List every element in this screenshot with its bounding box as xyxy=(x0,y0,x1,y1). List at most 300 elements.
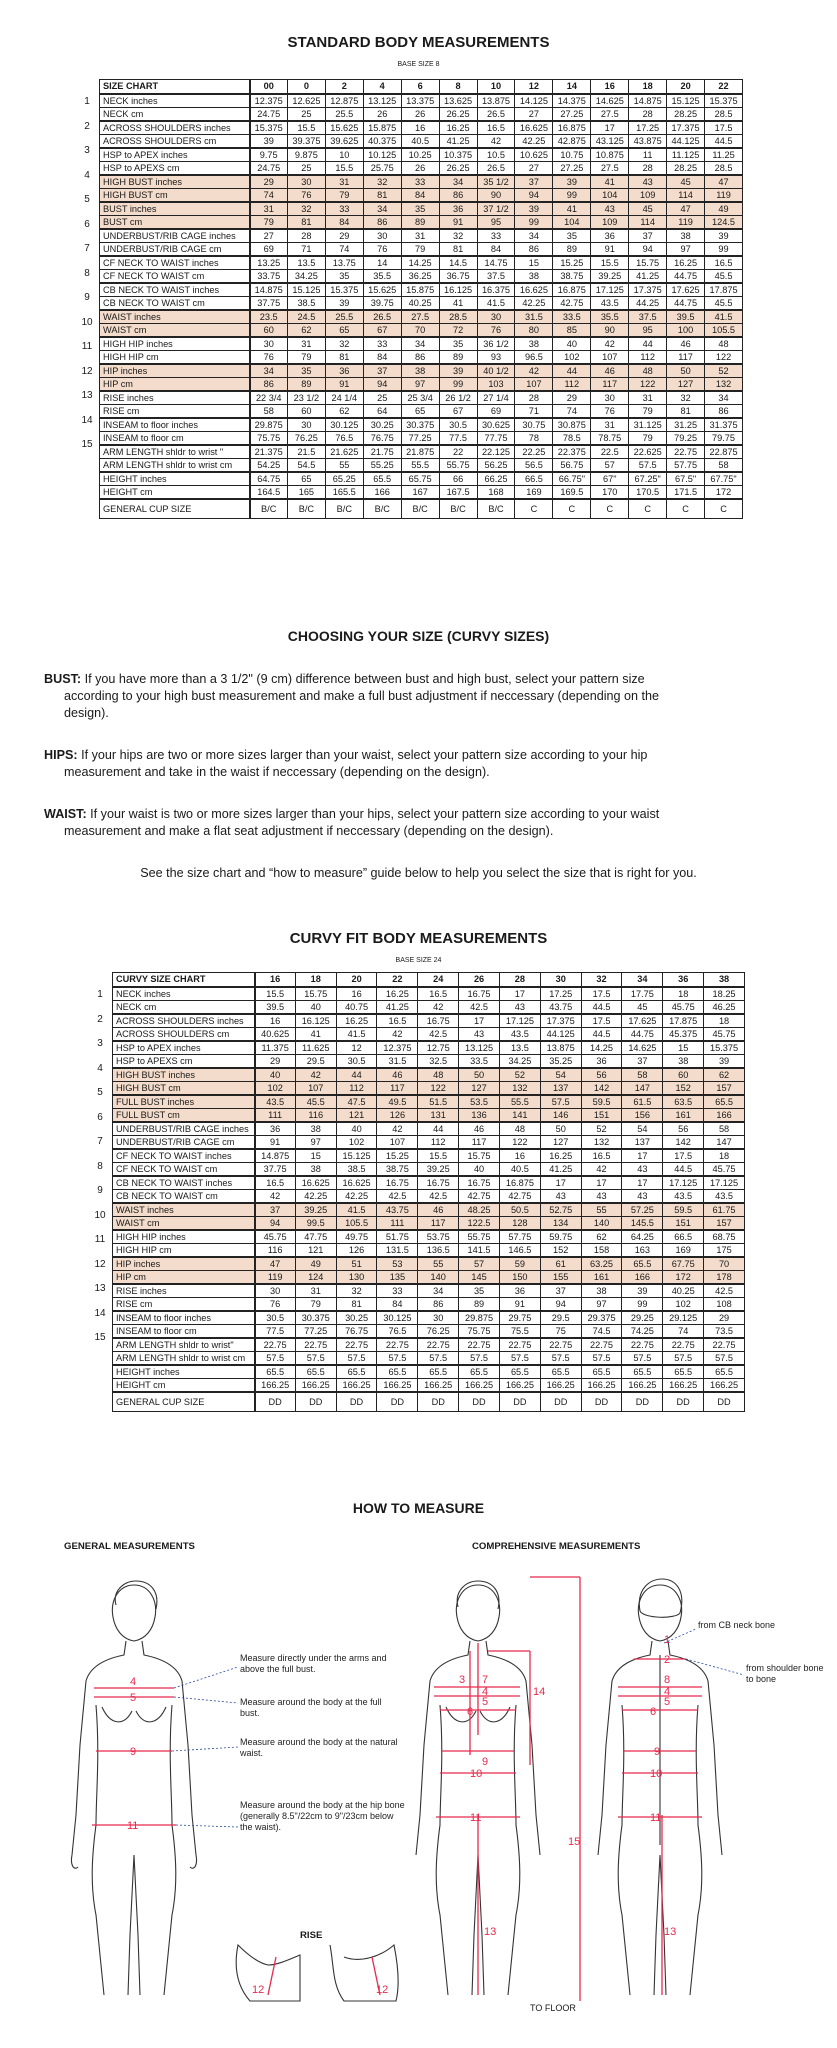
table-cell: 89 xyxy=(401,215,439,229)
table-cell: 104 xyxy=(591,188,629,202)
table-cell: 43 xyxy=(622,1189,663,1203)
table-cell: 31 xyxy=(591,418,629,432)
table-cell: 97 xyxy=(581,1297,622,1311)
table-cell: 30.625 xyxy=(477,418,515,432)
table-cell: 54.25 xyxy=(250,458,288,472)
table-cell: 15.625 xyxy=(325,121,363,135)
table-cell: 94 xyxy=(515,188,553,202)
cup-size-cell: DD xyxy=(663,1392,704,1412)
note-measure-11: Measure around the body at the hip bone (generally 8.5"/22cm to 9"/23cm below the waist). xyxy=(240,1800,405,1832)
table-cell: 70 xyxy=(401,323,439,337)
table-cell: 45.5 xyxy=(295,1095,336,1109)
table-row xyxy=(100,269,743,283)
table-cell: 15.125 xyxy=(336,1149,377,1163)
table-cell: 117 xyxy=(667,350,705,364)
measurement-label: HIGH BUST cm xyxy=(100,188,250,202)
table-cell: 54 xyxy=(540,1068,581,1082)
table-cell: 18 xyxy=(704,1149,745,1163)
table-cell: 166.25 xyxy=(336,1378,377,1392)
table-cell: 31 xyxy=(250,202,288,216)
table-cell: 57.5 xyxy=(629,458,667,472)
table-cell: 56.75 xyxy=(553,458,591,472)
table-cell: 48 xyxy=(418,1068,459,1082)
cup-size-cell: DD xyxy=(295,1392,336,1412)
table-cell: 11.375 xyxy=(255,1041,296,1055)
table-cell: 93 xyxy=(477,350,515,364)
table-cell: 57.75 xyxy=(499,1230,540,1244)
table-cell: 12.75 xyxy=(418,1041,459,1055)
table-cell: 66.25 xyxy=(477,472,515,486)
size-header: 22 xyxy=(377,973,418,987)
table-cell: 147 xyxy=(704,1135,745,1149)
table-cell: 17.375 xyxy=(629,283,667,297)
table-cell: 65 xyxy=(287,472,325,486)
table-cell: 40 xyxy=(459,1162,500,1176)
table-cell: 169.5 xyxy=(553,485,591,499)
table-row xyxy=(113,1351,745,1365)
measurement-label: HSP to APEX inches xyxy=(113,1041,255,1055)
table-cell: 76.25 xyxy=(287,431,325,445)
table-cell: 12.375 xyxy=(377,1041,418,1055)
back-num-4: 4 xyxy=(664,1686,671,1698)
how-to-measure-title: HOW TO MEASURE xyxy=(352,1500,485,1516)
table-cell: 86 xyxy=(363,215,401,229)
table-cell: 114 xyxy=(629,215,667,229)
table-cell: 15.375 xyxy=(250,121,288,135)
table-cell: 41.5 xyxy=(477,296,515,310)
table-cell: 37 xyxy=(622,1054,663,1068)
table-cell: 17 xyxy=(591,121,629,135)
back-num-8: 8 xyxy=(664,1674,671,1686)
table-cell: 84 xyxy=(363,350,401,364)
table-cell: 28.25 xyxy=(667,161,705,175)
table-cell: 75.75 xyxy=(459,1324,500,1338)
table-cell: 25.5 xyxy=(325,107,363,121)
table-cell: 40.375 xyxy=(363,134,401,148)
table-cell: 81 xyxy=(336,1297,377,1311)
cup-size-cell: DD xyxy=(377,1392,418,1412)
table-cell: 57.5 xyxy=(336,1351,377,1365)
table-cell: 64.25 xyxy=(622,1230,663,1244)
bust-text-2: according to your high bust measurement and make a full bust adjustment if neccessary (depending on the xyxy=(64,689,660,703)
table-cell: 86 xyxy=(439,188,477,202)
table-cell: 39.625 xyxy=(325,134,363,148)
table-cell: 95 xyxy=(477,215,515,229)
back-num-5: 5 xyxy=(664,1696,671,1708)
table-cell: 91 xyxy=(591,242,629,256)
table-cell: 119 xyxy=(705,188,743,202)
table-cell: 59.5 xyxy=(581,1095,622,1109)
table-cell: 56 xyxy=(581,1068,622,1082)
size-header: 22 xyxy=(705,80,743,94)
row-number: 7 xyxy=(84,243,90,255)
table-cell: 91 xyxy=(325,377,363,391)
table-cell: 39 xyxy=(515,202,553,216)
table-cell: 27 xyxy=(250,229,288,243)
table-cell: 47.5 xyxy=(336,1095,377,1109)
table-cell: 18.25 xyxy=(704,987,745,1001)
table-cell: 10.75 xyxy=(553,148,591,162)
table-cell: 102 xyxy=(336,1135,377,1149)
table-cell: 43.5 xyxy=(499,1027,540,1041)
table-cell: 77.25 xyxy=(295,1324,336,1338)
table-cell: 62 xyxy=(325,404,363,418)
table-cell: 85 xyxy=(553,323,591,337)
table-cell: 16.25 xyxy=(667,256,705,270)
table-cell: 11.25 xyxy=(705,148,743,162)
table-cell: 99 xyxy=(553,188,591,202)
row-number: 8 xyxy=(97,1160,103,1172)
cup-size-cell: DD xyxy=(499,1392,540,1412)
table-cell: 57.5 xyxy=(255,1351,296,1365)
table-cell: 27.25 xyxy=(553,161,591,175)
table-cell: 53.5 xyxy=(459,1095,500,1109)
table-cell: 152 xyxy=(663,1081,704,1095)
table-cell: 21.75 xyxy=(363,445,401,459)
row-number: 4 xyxy=(97,1062,103,1074)
table-cell: 107 xyxy=(295,1081,336,1095)
table-cell: 35.5 xyxy=(591,310,629,324)
table-cell: 105.5 xyxy=(336,1216,377,1230)
measurement-label: UNDERBUST/RIB CAGE inches xyxy=(113,1122,255,1136)
table-cell: 16 xyxy=(401,121,439,135)
table-row xyxy=(113,1068,745,1082)
row-number: 9 xyxy=(97,1185,103,1197)
table-cell: 166 xyxy=(622,1270,663,1284)
table-cell: 11.625 xyxy=(295,1041,336,1055)
table-cell: 9.75 xyxy=(250,148,288,162)
table-cell: 151 xyxy=(581,1108,622,1122)
table-cell: 33.5 xyxy=(553,310,591,324)
table-cell: 65.5 xyxy=(255,1365,296,1379)
table-cell: 28 xyxy=(515,391,553,405)
cup-size-cell: DD xyxy=(704,1392,745,1412)
table-row xyxy=(100,188,743,202)
table-cell: 65.5 xyxy=(622,1257,663,1271)
table-cell: 40.25 xyxy=(663,1284,704,1298)
table-cell: 55.5 xyxy=(499,1095,540,1109)
table-cell: 41.25 xyxy=(629,269,667,283)
back-num-9: 9 xyxy=(654,1746,661,1758)
table-cell: 99.5 xyxy=(295,1216,336,1230)
table-cell: 73.5 xyxy=(704,1324,745,1338)
table-cell: 26.25 xyxy=(439,107,477,121)
table-cell: 42 xyxy=(418,1000,459,1014)
table-cell: 15.875 xyxy=(363,121,401,135)
table-cell: 94 xyxy=(540,1297,581,1311)
rise-arrow-front xyxy=(268,1957,276,1995)
table-cell: 13.625 xyxy=(439,94,477,108)
table-cell: 17.125 xyxy=(499,1014,540,1028)
measurement-label: CB NECK TO WAIST inches xyxy=(100,283,250,297)
table-cell: 38.75 xyxy=(553,269,591,283)
table-cell: 76.75 xyxy=(336,1324,377,1338)
table-cell: 42 xyxy=(515,364,553,378)
table-cell: 77.75 xyxy=(477,431,515,445)
table-cell: 65.5 xyxy=(540,1365,581,1379)
measurement-label: HIGH HIP cm xyxy=(100,350,250,364)
table-cell: 105.5 xyxy=(705,323,743,337)
table-cell: 121 xyxy=(295,1243,336,1257)
table-cell: 38 xyxy=(515,269,553,283)
bust-text-3: design). xyxy=(64,706,109,720)
table-cell: 117 xyxy=(418,1216,459,1230)
table-cell: 166.25 xyxy=(255,1378,296,1392)
table-cell: 67" xyxy=(591,472,629,486)
table-cell: 29.5 xyxy=(540,1311,581,1325)
table-cell: 48 xyxy=(705,337,743,351)
table-cell: 26 1/2 xyxy=(439,391,477,405)
measurement-label: BUST inches xyxy=(100,202,250,216)
table-cell: 168 xyxy=(477,485,515,499)
table-cell: 22.75 xyxy=(663,1338,704,1352)
table-row xyxy=(113,1230,745,1244)
table-cell: 170 xyxy=(591,485,629,499)
row-number: 11 xyxy=(81,341,93,353)
measurement-label: HEIGHT cm xyxy=(113,1378,255,1392)
table-cell: 39.5 xyxy=(255,1000,296,1014)
general-num-9: 9 xyxy=(130,1746,137,1758)
bust-advice xyxy=(44,671,804,722)
table-cell: 30 xyxy=(418,1311,459,1325)
table-cell: 84 xyxy=(377,1297,418,1311)
table-cell: 10 xyxy=(325,148,363,162)
table-cell: 28.5 xyxy=(705,161,743,175)
table-cell: 39 xyxy=(622,1284,663,1298)
table-cell: 55 xyxy=(418,1257,459,1271)
table-cell: 145.5 xyxy=(622,1216,663,1230)
table-cell: 29 xyxy=(250,175,288,189)
table-cell: 36 xyxy=(255,1122,296,1136)
table-cell: 30 xyxy=(591,391,629,405)
table-cell: 31.125 xyxy=(629,418,667,432)
cup-size-cell: B/C xyxy=(287,499,325,519)
row-number: 1 xyxy=(84,96,90,108)
table-cell: 36 xyxy=(499,1284,540,1298)
table-cell: 15.375 xyxy=(704,1041,745,1055)
table-cell: 65.5 xyxy=(459,1365,500,1379)
table-cell: 41.5 xyxy=(336,1203,377,1217)
table-cell: 112 xyxy=(629,350,667,364)
table-cell: 78.5 xyxy=(553,431,591,445)
table-row xyxy=(113,1297,745,1311)
shoulder-note: from shoulder bone to bone xyxy=(746,1663,824,1684)
cup-size-label: GENERAL CUP SIZE xyxy=(113,1392,255,1412)
measurement-label: ACROSS SHOULDERS cm xyxy=(100,134,250,148)
table-row xyxy=(113,1162,745,1176)
table-cell: 16.75 xyxy=(459,987,500,1001)
table-cell: 34 xyxy=(401,337,439,351)
table-cell: 146.5 xyxy=(499,1243,540,1257)
table-cell: 84 xyxy=(477,242,515,256)
table-cell: 62 xyxy=(581,1230,622,1244)
table-cell: 16.5 xyxy=(705,256,743,270)
table-cell: 74.5 xyxy=(581,1324,622,1338)
table-cell: 33 xyxy=(325,202,363,216)
table-cell: 137 xyxy=(622,1135,663,1149)
table-cell: 38.75 xyxy=(377,1162,418,1176)
table-cell: 122 xyxy=(705,350,743,364)
table-cell: 46 xyxy=(459,1122,500,1136)
table-cell: 16.25 xyxy=(377,987,418,1001)
table-cell: 30.25 xyxy=(363,418,401,432)
table-cell: 30.375 xyxy=(295,1311,336,1325)
table-cell: 30 xyxy=(250,337,288,351)
row-number: 13 xyxy=(81,390,93,402)
table-cell: 42 xyxy=(377,1027,418,1041)
hips-text-1: If your hips are two or more sizes larger than your waist, select your pattern size according to your hip xyxy=(77,748,648,762)
standard-base-size: BASE SIZE 8 xyxy=(397,61,440,68)
table-cell: 43 xyxy=(622,1162,663,1176)
table-cell: 107 xyxy=(515,377,553,391)
measurement-label: WAIST cm xyxy=(100,323,250,337)
measurement-label: ACROSS SHOULDERS inches xyxy=(100,121,250,135)
size-header: 2 xyxy=(325,80,363,94)
table-cell: 44.5 xyxy=(663,1162,704,1176)
table-cell: 47 xyxy=(705,175,743,189)
measurement-label: HIGH HIP inches xyxy=(100,337,250,351)
table-cell: 40 xyxy=(553,337,591,351)
waist-advice xyxy=(44,806,804,840)
measurement-label: HEIGHT cm xyxy=(100,485,250,499)
measurement-label: HIP inches xyxy=(113,1257,255,1271)
table-cell: 17 xyxy=(459,1014,500,1028)
table-cell: 33.5 xyxy=(459,1054,500,1068)
table-cell: 16.25 xyxy=(540,1149,581,1163)
table-cell: 76 xyxy=(477,323,515,337)
table-cell: 45.5 xyxy=(705,269,743,283)
table-cell: 17.125 xyxy=(591,283,629,297)
measurement-label: RISE cm xyxy=(113,1297,255,1311)
table-row xyxy=(113,987,745,1001)
table-cell: 86 xyxy=(705,404,743,418)
table-cell: 56.25 xyxy=(477,458,515,472)
table-cell: 63.25 xyxy=(581,1257,622,1271)
table-cell: 77.25 xyxy=(401,431,439,445)
table-cell: 15 xyxy=(295,1149,336,1163)
table-cell: 41.5 xyxy=(336,1027,377,1041)
table-row xyxy=(100,121,743,135)
size-chart-header: CURVY SIZE CHART xyxy=(113,973,255,987)
measurement-label: UNDERBUST/RIB CAGE inches xyxy=(100,229,250,243)
cup-size-cell: B/C xyxy=(401,499,439,519)
table-cell: 30.25 xyxy=(336,1311,377,1325)
table-cell: 132 xyxy=(581,1135,622,1149)
general-num-11: 11 xyxy=(127,1820,139,1832)
table-cell: 13.125 xyxy=(363,94,401,108)
table-cell: 43.5 xyxy=(704,1189,745,1203)
table-cell: 102 xyxy=(553,350,591,364)
height-num-15: 15 xyxy=(568,1836,581,1848)
back-num-11: 11 xyxy=(650,1812,662,1824)
table-row xyxy=(113,1081,745,1095)
table-cell: 39 xyxy=(439,364,477,378)
table-row xyxy=(100,175,743,189)
table-cell: 81 xyxy=(667,404,705,418)
table-cell: 42 xyxy=(581,1162,622,1176)
table-cell: 140 xyxy=(581,1216,622,1230)
waist-text-1: If your waist is two or more sizes larger than your hips, select your pattern size according to your waist xyxy=(86,807,660,821)
table-cell: 32 xyxy=(363,175,401,189)
front-num-9: 9 xyxy=(482,1756,489,1768)
table-cell: 41 xyxy=(553,202,591,216)
table-cell: 31 xyxy=(325,175,363,189)
table-cell: 35 xyxy=(439,337,477,351)
size-chart-header: SIZE CHART xyxy=(100,80,250,94)
table-cell: 41.25 xyxy=(377,1000,418,1014)
table-cell: 44.75 xyxy=(667,269,705,283)
table-cell: 166 xyxy=(704,1108,745,1122)
table-cell: 28.5 xyxy=(705,107,743,121)
table-cell: 65.75 xyxy=(401,472,439,486)
measurement-label: UNDERBUST/RIB CAGE cm xyxy=(113,1135,255,1149)
table-cell: 89 xyxy=(459,1297,500,1311)
table-cell: 17.375 xyxy=(540,1014,581,1028)
table-cell: 76 xyxy=(591,404,629,418)
table-cell: 58 xyxy=(704,1122,745,1136)
table-cell: 44 xyxy=(553,364,591,378)
front-num-10: 10 xyxy=(470,1768,483,1780)
table-cell: 45 xyxy=(667,175,705,189)
row-number: 12 xyxy=(81,365,93,377)
cup-size-cell: DD xyxy=(255,1392,296,1412)
table-cell: 137 xyxy=(540,1081,581,1095)
table-cell: 15.125 xyxy=(287,283,325,297)
front-num-4: 4 xyxy=(482,1686,489,1698)
table-cell: 42.25 xyxy=(515,134,553,148)
measurement-label: WAIST inches xyxy=(100,310,250,324)
cup-size-cell: B/C xyxy=(325,499,363,519)
table-cell: 172 xyxy=(705,485,743,499)
note-measure-4: Measure directly under the arms and above the full bust. xyxy=(240,1653,387,1674)
measurement-label: HEIGHT inches xyxy=(113,1365,255,1379)
table-cell: 31 xyxy=(287,337,325,351)
table-cell: 100 xyxy=(667,323,705,337)
size-header: 26 xyxy=(459,973,500,987)
table-cell: 69 xyxy=(477,404,515,418)
table-cell: 117 xyxy=(377,1081,418,1095)
table-cell: 16.625 xyxy=(295,1176,336,1190)
table-cell: 72 xyxy=(439,323,477,337)
table-cell: 75.75 xyxy=(250,431,288,445)
row-number: 6 xyxy=(84,218,90,230)
table-cell: 90 xyxy=(477,188,515,202)
cup-size-cell: C xyxy=(591,499,629,519)
table-cell: 35 xyxy=(553,229,591,243)
table-cell: 67.75" xyxy=(705,472,743,486)
table-cell: 16.75 xyxy=(459,1176,500,1190)
table-cell: 39.25 xyxy=(418,1162,459,1176)
table-cell: 169 xyxy=(515,485,553,499)
row-number: 14 xyxy=(94,1307,106,1319)
table-cell: 14.25 xyxy=(581,1041,622,1055)
choosing-title: CHOOSING YOUR SIZE (CURVY SIZES) xyxy=(287,628,550,644)
table-row xyxy=(113,1108,745,1122)
measurement-label: HIP inches xyxy=(100,364,250,378)
table-cell: 158 xyxy=(581,1243,622,1257)
table-cell: 32 xyxy=(336,1284,377,1298)
size-header: 34 xyxy=(622,973,663,987)
table-cell: 61.5 xyxy=(622,1095,663,1109)
table-cell: 166 xyxy=(363,485,401,499)
table-cell: 35 xyxy=(287,364,325,378)
table-cell: 38.5 xyxy=(336,1162,377,1176)
table-cell: 13.375 xyxy=(401,94,439,108)
table-cell: 166.25 xyxy=(622,1378,663,1392)
table-cell: 35.25 xyxy=(540,1054,581,1068)
table-cell: 44 xyxy=(418,1122,459,1136)
table-cell: 55 xyxy=(325,458,363,472)
